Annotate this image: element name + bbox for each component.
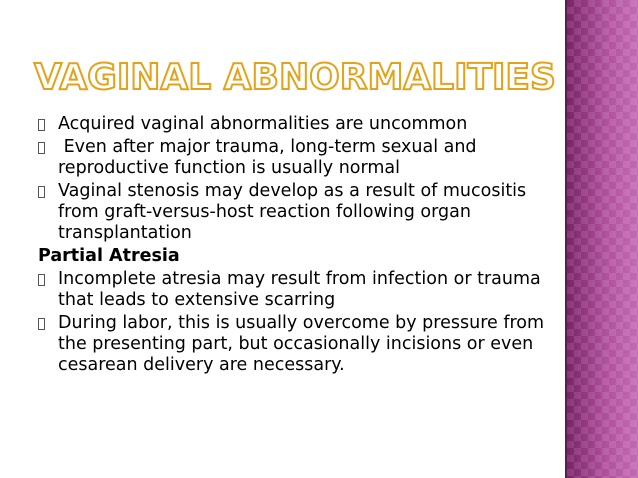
bullet-text: Even after major trauma, long-term sexual and reproductive function is usually normal [58,137,483,178]
bullet-box-icon [38,186,45,198]
bullet-item [38,313,558,376]
bullet-box-icon [38,142,45,154]
bullet-text: During labor, this is usually overcome by pressure from the presenting part, but occasionally incisions or even cesarean delivery are necessary. [58,313,545,375]
bullet-box-icon [38,318,45,330]
bullet-item [38,181,558,244]
slide-title: VAGINAL ABNORMALITIES [34,57,556,98]
bullet-item [38,137,558,179]
decorative-side-band [567,0,638,478]
bullet-text: Vaginal stenosis may develop as a result of mucositis from graft-versus-host reaction following organ transplantation [58,181,527,243]
bullet-item [38,114,558,135]
bullet-text: Acquired vaginal abnormalities are uncommon [58,114,468,134]
bullet-item [38,269,558,311]
bullet-box-icon [38,119,45,131]
subheading-partial-atresia: Partial Atresia [38,246,180,266]
bullet-box-icon [38,274,45,286]
slide-content [38,114,558,378]
bullet-text: Incomplete atresia may result from infection or trauma that leads to extensive scarring [58,269,541,310]
